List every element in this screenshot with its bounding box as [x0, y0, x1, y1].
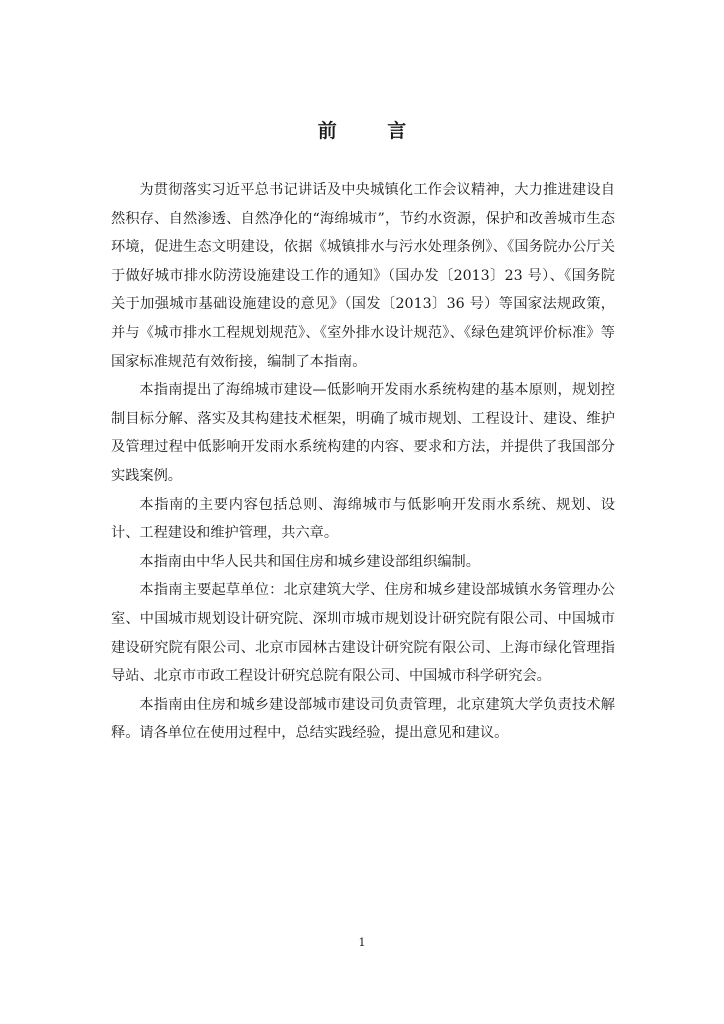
paragraph-content-summary: 本指南提出了海绵城市建设—低影响开发雨水系统构建的基本原则，规划控制目标分解、落实及其构建技术框架，明确了城市规划、工程设计、建设、维护及管理过程中低影响开发雨水系统构建的内容、要求和方法，并提供了我国部分实践案例。 [111, 382, 615, 484]
paragraph-purpose: 为贯彻落实习近平总书记讲话及中央城镇化工作会议精神，大力推进建设自然积存、自然渗透、自然净化的“海绵城市”，节约水资源，保护和改善城市生态环境，促进生态文明建设，依据《城镇排水与污水处理条例》、《国务院办公厅关于做好城市排水防涝设施建设工作的通知》（国办发〔2013〕23 号）、《国务院关于加强城市基础设施建设的意见》（国发〔2013〕36 号）等国家法规政策，并与《城市排水工程规划规范》、《室外排水设计规范》、《绿色建筑评价标准》等国家标准规范有效衔接，编制了本指南。 [111, 182, 615, 370]
paragraph-drafting-units: 本指南主要起草单位：北京建筑大学、住房和城乡建设部城镇水务管理办公室、中国城市规划设计研究院、深圳市城市规划设计研究院有限公司、中国城市建设研究院有限公司、北京市园林古建设计研究院有限公司、上海市绿化管理指导站、北京市市政工程设计研究总院有限公司、中国城市科学研究会。 [111, 582, 615, 685]
paragraph-organizer: 本指南由中华人民共和国住房和城乡建设部组织编制。 [139, 553, 480, 570]
page-number: 1 [358, 936, 366, 949]
body-text [111, 176, 615, 748]
paragraph-chapters: 本指南的主要内容包括总则、海绵城市与低影响开发雨水系统、规划、设计、工程建设和维护管理，共六章。 [111, 496, 615, 542]
page-title: 前 言 [317, 120, 429, 142]
paragraph-management: 本指南由住房和城乡建设部城市建设司负责管理，北京建筑大学负责技术解释。请各单位在使用过程中，总结实践经验，提出意见和建议。 [111, 696, 615, 742]
